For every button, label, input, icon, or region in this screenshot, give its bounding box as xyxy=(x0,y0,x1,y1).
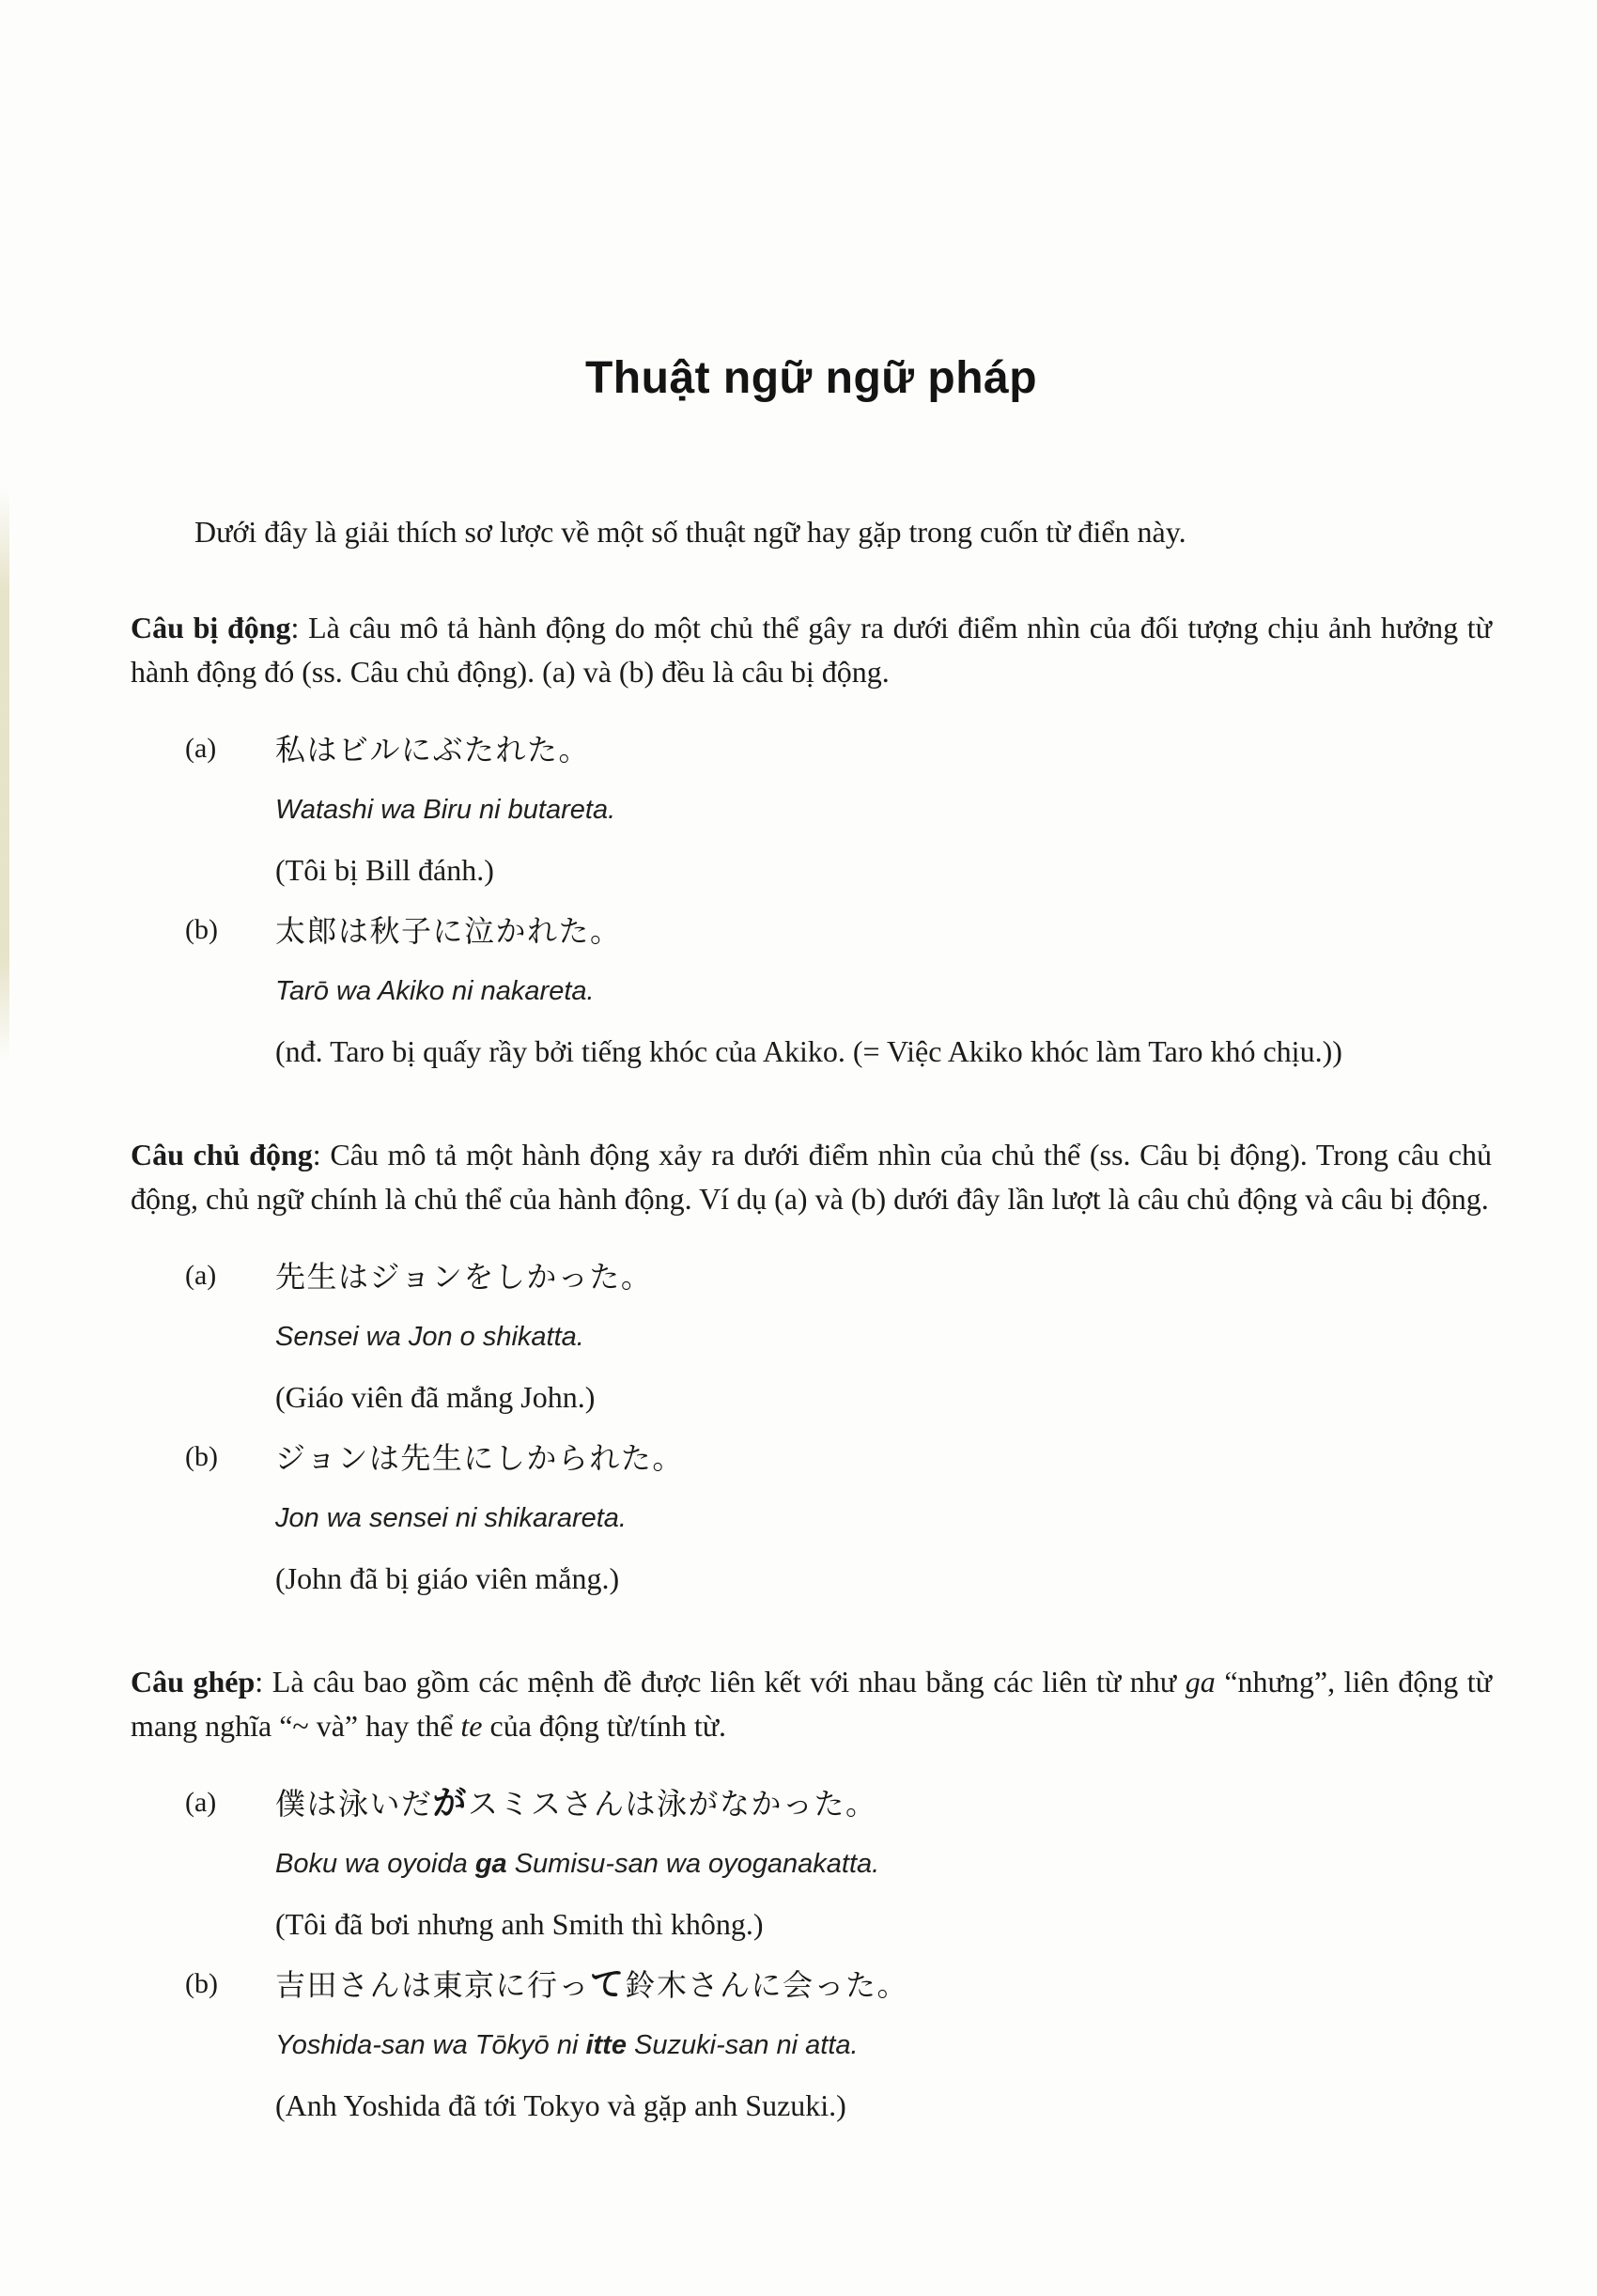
romaji-line: Sensei wa Jon o shikatta. xyxy=(275,1322,584,1353)
term-definition-italic: ga xyxy=(1185,1665,1216,1699)
term-definition-italic: te xyxy=(460,1709,483,1744)
example-row xyxy=(185,719,1492,900)
japanese-line: 太郎は秋子に泣かれた。 xyxy=(275,914,622,949)
term-name: Câu ghép xyxy=(131,1665,256,1699)
term-name: Câu chủ động xyxy=(131,1138,313,1172)
example-body xyxy=(275,1954,1492,2135)
translation-line: (Tôi bị Bill đánh.) xyxy=(275,853,494,888)
example-body xyxy=(275,1773,1492,1954)
translation-line: (Giáo viên đã mắng John.) xyxy=(275,1380,596,1415)
example-row xyxy=(185,1954,1492,2135)
term-paragraph xyxy=(131,1133,1492,1221)
romaji-line: Jon wa sensei ni shikarareta. xyxy=(275,1503,627,1534)
example-list xyxy=(131,1246,1492,1608)
example-label: (a) xyxy=(185,1260,217,1292)
translation-line: (Anh Yoshida đã tới Tokyo và gặp anh Suzuki.) xyxy=(275,2088,846,2123)
term-definition-post: của động từ/tính từ. xyxy=(482,1709,727,1744)
japanese-line: 先生はジョンをしかった。 xyxy=(275,1260,653,1295)
japanese-line: ジョンは先生にしかられた。 xyxy=(275,1441,684,1476)
romaji-line: Tarō wa Akiko ni nakareta. xyxy=(275,976,595,1007)
example-row xyxy=(185,1427,1492,1608)
japanese-line: 僕は泳いだがスミスさんは泳がなかった。 xyxy=(275,1783,877,1823)
example-label: (b) xyxy=(185,1968,218,2000)
example-label: (b) xyxy=(185,1441,218,1473)
japanese-line: 吉田さんは東京に行って鈴木さんに会った。 xyxy=(275,1964,909,2004)
term-paragraph xyxy=(131,606,1492,694)
example-body xyxy=(275,1427,1492,1608)
grammar-section-cau-bi-dong xyxy=(131,606,1492,1081)
romaji-line: Yoshida-san wa Tōkyō ni itte Suzuki-san ni atta. xyxy=(275,2030,859,2061)
grammar-section-cau-ghep xyxy=(131,1660,1492,2135)
term-definition: : Câu mô tả một hành động xảy ra dưới điểm nhìn của chủ thể (ss. Câu bị động). Trong câu chủ động, chủ ngữ chính là chủ thể của hành động. Ví dụ (a) và (b) dưới đây lần lượt là câu chủ động và câu bị động. xyxy=(131,1138,1493,1217)
translation-line: (Tôi đã bơi nhưng anh Smith thì không.) xyxy=(275,1907,764,1942)
romaji-line: Watashi wa Biru ni butareta. xyxy=(275,795,616,826)
example-label: (a) xyxy=(185,1787,217,1819)
example-row xyxy=(185,900,1492,1081)
example-label: (b) xyxy=(185,914,218,946)
example-list xyxy=(131,1773,1492,2135)
term-name: Câu bị động xyxy=(131,611,291,644)
example-list xyxy=(131,719,1492,1081)
page-title: Thuật ngữ ngữ pháp xyxy=(584,353,1038,403)
example-label: (a) xyxy=(185,733,217,765)
scan-artifact-band xyxy=(0,489,9,1062)
intro-paragraph: Dưới đây là giải thích sơ lược về một số thuật ngữ hay gặp trong cuốn từ điển này. xyxy=(194,515,1186,549)
translation-line: (John đã bị giáo viên mắng.) xyxy=(275,1561,620,1596)
grammar-section-cau-chu-dong xyxy=(131,1133,1492,1608)
example-body xyxy=(275,900,1492,1081)
example-row xyxy=(185,1773,1492,1954)
term-definition: : Là câu mô tả hành động do một chủ thể gây ra dưới điểm nhìn của đối tượng chịu ảnh hưởng từ hành động đó (ss. Câu chủ động). (a) và (b) đều là câu bị động. xyxy=(131,611,1493,690)
japanese-line: 私はビルにぶたれた。 xyxy=(275,733,591,768)
example-body xyxy=(275,1246,1492,1427)
term-definition-mid: “nhưng”, liên động từ mang nghĩa “~ và” hay thể xyxy=(131,1665,1493,1744)
example-body xyxy=(275,719,1492,900)
term-definition: : Là câu bao gồm các mệnh đề được liên kết với nhau bằng các liên từ như xyxy=(255,1665,1186,1699)
example-row xyxy=(185,1246,1492,1427)
translation-line: (nđ. Taro bị quấy rầy bởi tiếng khóc của Akiko. (= Việc Akiko khóc làm Taro khó chịu.)) xyxy=(275,1034,1342,1069)
term-paragraph xyxy=(131,1660,1492,1748)
romaji-line: Boku wa oyoida ga Sumisu-san wa oyoganakatta. xyxy=(275,1849,880,1880)
